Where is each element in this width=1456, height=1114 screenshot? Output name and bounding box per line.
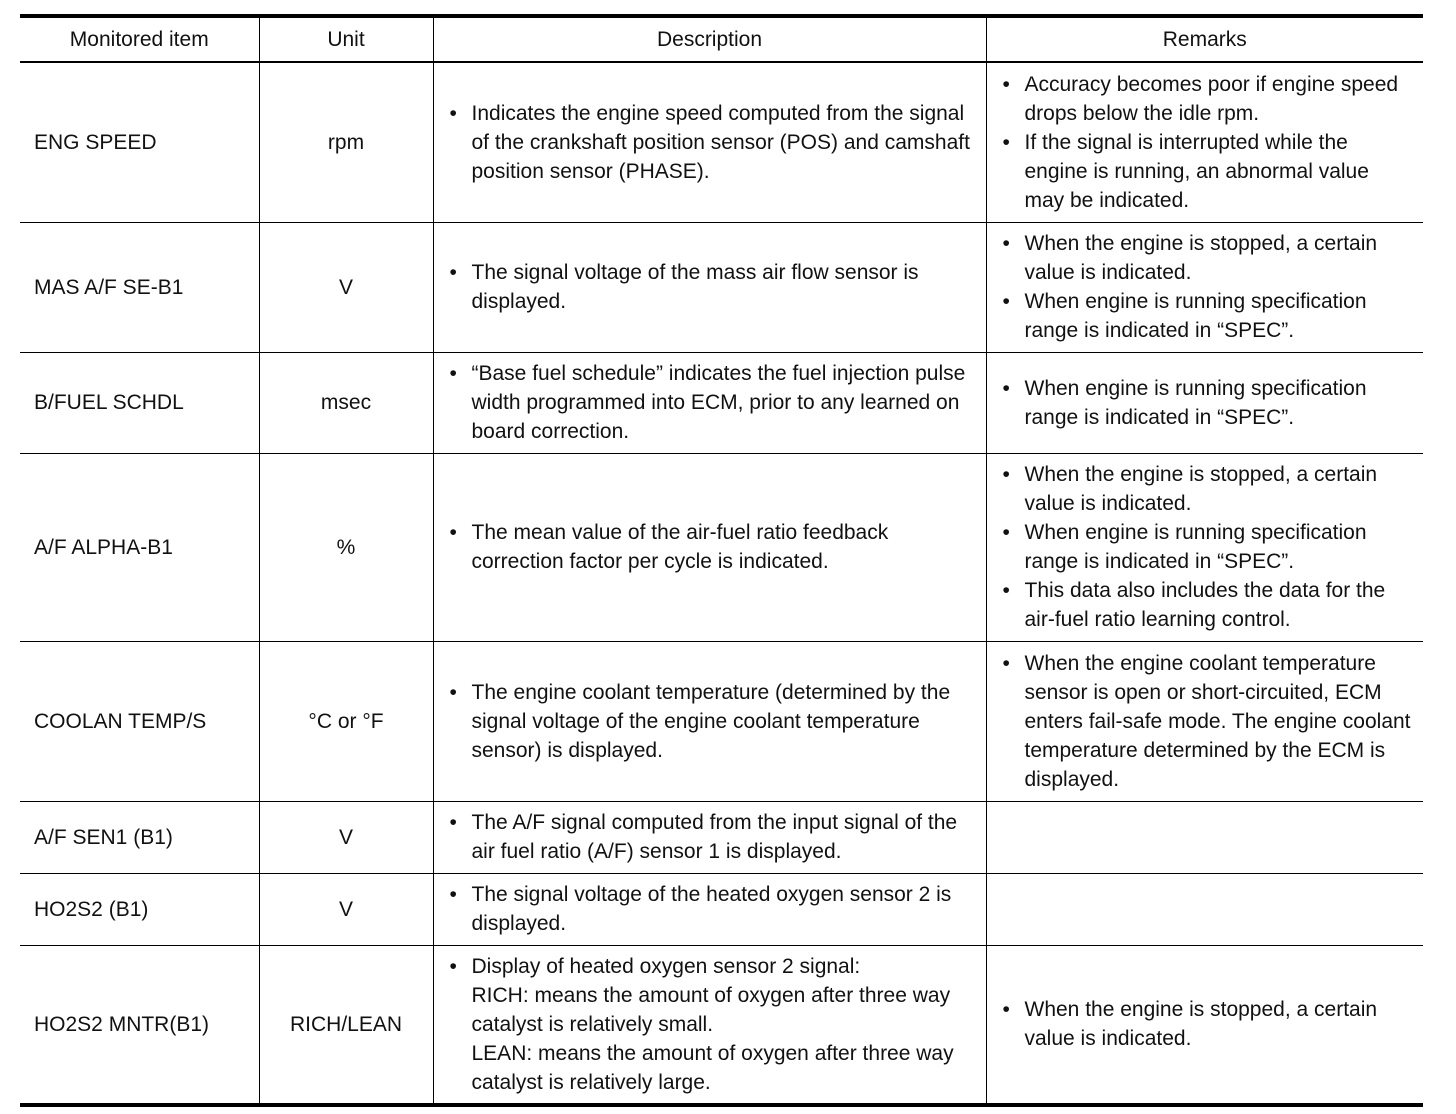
description-bullet: • The A/F signal computed from the input signal of the air fuel ratio (A/F) sensor 1 is displayed. <box>448 808 976 866</box>
remarks-cell <box>986 801 1423 873</box>
description-cell <box>433 641 986 801</box>
table-row <box>20 352 1423 453</box>
description-cell <box>433 453 986 641</box>
unit-cell: V <box>259 801 433 873</box>
remarks-cell <box>986 352 1423 453</box>
unit-cell: msec <box>259 352 433 453</box>
remark-bullet: • This data also includes the data for the air-fuel ratio learning control. <box>1001 576 1414 634</box>
remark-bullet: • When the engine is stopped, a certain value is indicated. <box>1001 995 1414 1053</box>
unit-cell: V <box>259 873 433 945</box>
remark-bullet: • If the signal is interrupted while the engine is running, an abnormal value may be indicated. <box>1001 128 1414 215</box>
table-row <box>20 222 1423 352</box>
description-line: RICH: means the amount of oxygen after three way catalyst is relatively small. <box>471 983 951 1036</box>
remark-bullet: • Accuracy becomes poor if engine speed drops below the idle rpm. <box>1001 70 1414 128</box>
header-description: Description <box>433 16 986 62</box>
remarks-cell <box>986 62 1423 222</box>
remark-bullet: • When engine is running specification range is indicated in “SPEC”. <box>1001 374 1414 432</box>
remark-bullet: • When the engine is stopped, a certain value is indicated. <box>1001 229 1414 287</box>
item-cell: HO2S2 (B1) <box>20 873 259 945</box>
description-line: LEAN: means the amount of oxygen after three way catalyst is relatively large. <box>471 1041 954 1094</box>
table-row <box>20 641 1423 801</box>
description-cell <box>433 352 986 453</box>
description-bullet: • The signal voltage of the mass air flow sensor is displayed. <box>448 258 976 316</box>
description-cell <box>433 801 986 873</box>
item-cell: HO2S2 MNTR(B1) <box>20 945 259 1105</box>
table-row <box>20 873 1423 945</box>
unit-cell: % <box>259 453 433 641</box>
monitored-items-table <box>20 14 1423 1107</box>
remark-bullet: • When engine is running specification range is indicated in “SPEC”. <box>1001 287 1414 345</box>
item-cell: B/FUEL SCHDL <box>20 352 259 453</box>
remarks-cell <box>986 873 1423 945</box>
table-row <box>20 62 1423 222</box>
header-unit: Unit <box>259 16 433 62</box>
table-row <box>20 453 1423 641</box>
item-cell: ENG SPEED <box>20 62 259 222</box>
item-cell: A/F SEN1 (B1) <box>20 801 259 873</box>
unit-cell: V <box>259 222 433 352</box>
header-remarks: Remarks <box>986 16 1423 62</box>
description-bullet: • The signal voltage of the heated oxygen sensor 2 is displayed. <box>448 880 976 938</box>
header-row <box>20 16 1423 62</box>
remark-bullet: • When the engine coolant temperature sensor is open or short-circuited, ECM enters fail-safe mode. The engine coolant temperature determined by the ECM is displayed. <box>1001 649 1414 794</box>
unit-cell: °C or °F <box>259 641 433 801</box>
remarks-cell <box>986 453 1423 641</box>
unit-cell: rpm <box>259 62 433 222</box>
item-cell: MAS A/F SE-B1 <box>20 222 259 352</box>
description-cell <box>433 222 986 352</box>
description-bullet: • “Base fuel schedule” indicates the fuel injection pulse width programmed into ECM, prior to any learned on board correction. <box>448 359 976 446</box>
item-cell: COOLAN TEMP/S <box>20 641 259 801</box>
description-cell <box>433 62 986 222</box>
description-bullet: • Indicates the engine speed computed from the signal of the crankshaft position sensor (POS) and camshaft position sensor (PHASE). <box>448 99 976 186</box>
remark-bullet: • When engine is running specification range is indicated in “SPEC”. <box>1001 518 1414 576</box>
remarks-cell <box>986 641 1423 801</box>
description-line: • Display of heated oxygen sensor 2 signal: <box>471 954 861 978</box>
table-row <box>20 801 1423 873</box>
description-bullet <box>448 952 976 1097</box>
remark-bullet: • When the engine is stopped, a certain value is indicated. <box>1001 460 1414 518</box>
description-cell <box>433 945 986 1105</box>
item-cell: A/F ALPHA-B1 <box>20 453 259 641</box>
remarks-cell <box>986 945 1423 1105</box>
header-monitored-item: Monitored item <box>20 16 259 62</box>
unit-cell: RICH/LEAN <box>259 945 433 1105</box>
remarks-cell <box>986 222 1423 352</box>
description-cell <box>433 873 986 945</box>
table-row <box>20 945 1423 1105</box>
description-bullet: • The mean value of the air-fuel ratio feedback correction factor per cycle is indicated. <box>448 518 976 576</box>
description-bullet: • The engine coolant temperature (determined by the signal voltage of the engine coolant temperature sensor) is displayed. <box>448 678 976 765</box>
